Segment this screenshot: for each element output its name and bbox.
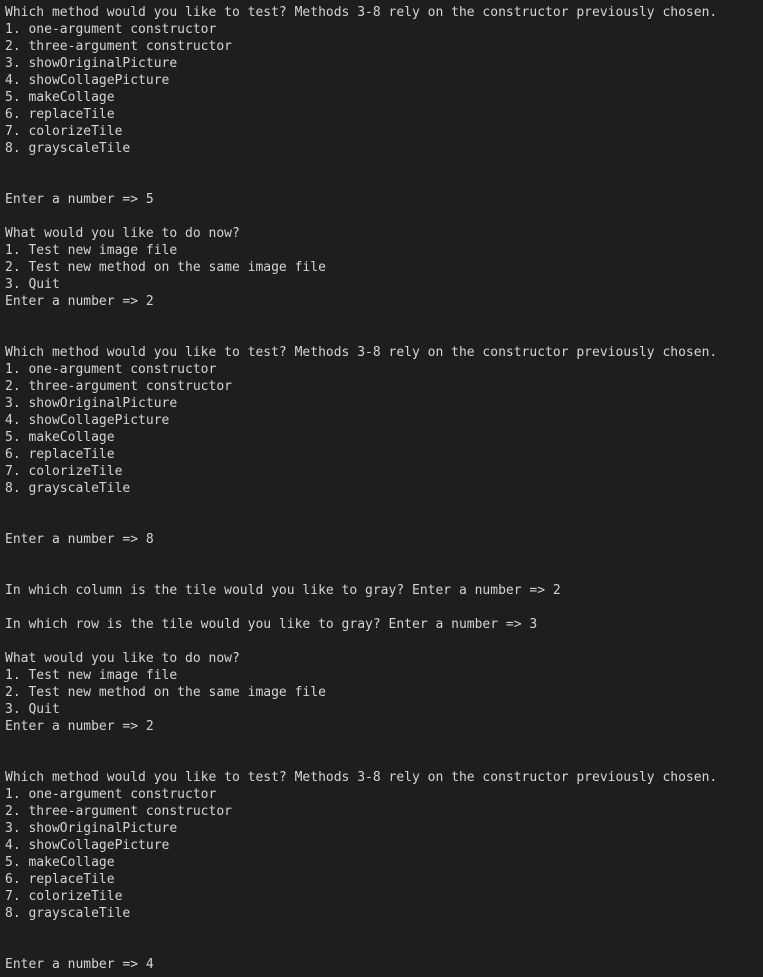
terminal-line: 5. makeCollage — [5, 855, 115, 870]
terminal-output[interactable] — [5, 4, 763, 977]
terminal-line — [5, 208, 763, 225]
terminal-line — [5, 174, 763, 191]
terminal-line — [5, 633, 763, 650]
terminal-line: Enter a number => 4 — [5, 957, 154, 972]
terminal-line — [5, 548, 763, 565]
terminal-line: 7. colorizeTile — [5, 124, 123, 139]
terminal-line: What would you like to do now? — [5, 226, 240, 241]
terminal-line: 2. Test new method on the same image file — [5, 260, 326, 275]
terminal-line: Which method would you like to test? Methods 3-8 rely on the constructor previously chosen. — [5, 5, 718, 20]
terminal-line: 2. three-argument constructor — [5, 39, 232, 54]
terminal-line: 1. one-argument constructor — [5, 362, 217, 377]
terminal-line: 3. showOriginalPicture — [5, 56, 178, 71]
terminal-line: 1. one-argument constructor — [5, 787, 217, 802]
terminal-line — [5, 497, 763, 514]
terminal-line: Enter a number => 2 — [5, 719, 154, 734]
terminal-line: 7. colorizeTile — [5, 889, 123, 904]
terminal-line: 8. grayscaleTile — [5, 481, 131, 496]
terminal-line: 5. makeCollage — [5, 430, 115, 445]
terminal-line: What would you like to do now? — [5, 651, 240, 666]
terminal-line: 8. grayscaleTile — [5, 141, 131, 156]
terminal-line: 7. colorizeTile — [5, 464, 123, 479]
terminal-line — [5, 735, 763, 752]
terminal-line: 2. Test new method on the same image file — [5, 685, 326, 700]
terminal-line — [5, 514, 763, 531]
terminal-line: 1. one-argument constructor — [5, 22, 217, 37]
terminal-line — [5, 327, 763, 344]
terminal-line: 3. showOriginalPicture — [5, 396, 178, 411]
terminal-line: 3. showOriginalPicture — [5, 821, 178, 836]
terminal-line — [5, 939, 763, 956]
terminal-line — [5, 599, 763, 616]
terminal-line: Enter a number => 8 — [5, 532, 154, 547]
terminal-line — [5, 752, 763, 769]
terminal-line: 8. grayscaleTile — [5, 906, 131, 921]
terminal-line: 6. replaceTile — [5, 447, 115, 462]
terminal-line: 4. showCollagePicture — [5, 413, 170, 428]
terminal-line: 5. makeCollage — [5, 90, 115, 105]
terminal-line: In which row is the tile would you like to gray? Enter a number => 3 — [5, 617, 538, 632]
terminal-line: 4. showCollagePicture — [5, 838, 170, 853]
terminal-line: Enter a number => 2 — [5, 294, 154, 309]
terminal-line: Which method would you like to test? Methods 3-8 rely on the constructor previously chosen. — [5, 345, 718, 360]
terminal-line: 3. Quit — [5, 702, 60, 717]
terminal-line: In which column is the tile would you like to gray? Enter a number => 2 — [5, 583, 561, 598]
terminal-line: 1. Test new image file — [5, 668, 178, 683]
terminal-line — [5, 157, 763, 174]
terminal-line: 6. replaceTile — [5, 107, 115, 122]
terminal-line: 3. Quit — [5, 277, 60, 292]
terminal-line — [5, 922, 763, 939]
terminal-line: 6. replaceTile — [5, 872, 115, 887]
terminal-line: Which method would you like to test? Methods 3-8 rely on the constructor previously chosen. — [5, 770, 718, 785]
terminal-line — [5, 565, 763, 582]
terminal-line: 4. showCollagePicture — [5, 73, 170, 88]
terminal-line — [5, 310, 763, 327]
terminal-line: 2. three-argument constructor — [5, 804, 232, 819]
terminal-line: Enter a number => 5 — [5, 192, 154, 207]
terminal-line: 1. Test new image file — [5, 243, 178, 258]
terminal-line: 2. three-argument constructor — [5, 379, 232, 394]
